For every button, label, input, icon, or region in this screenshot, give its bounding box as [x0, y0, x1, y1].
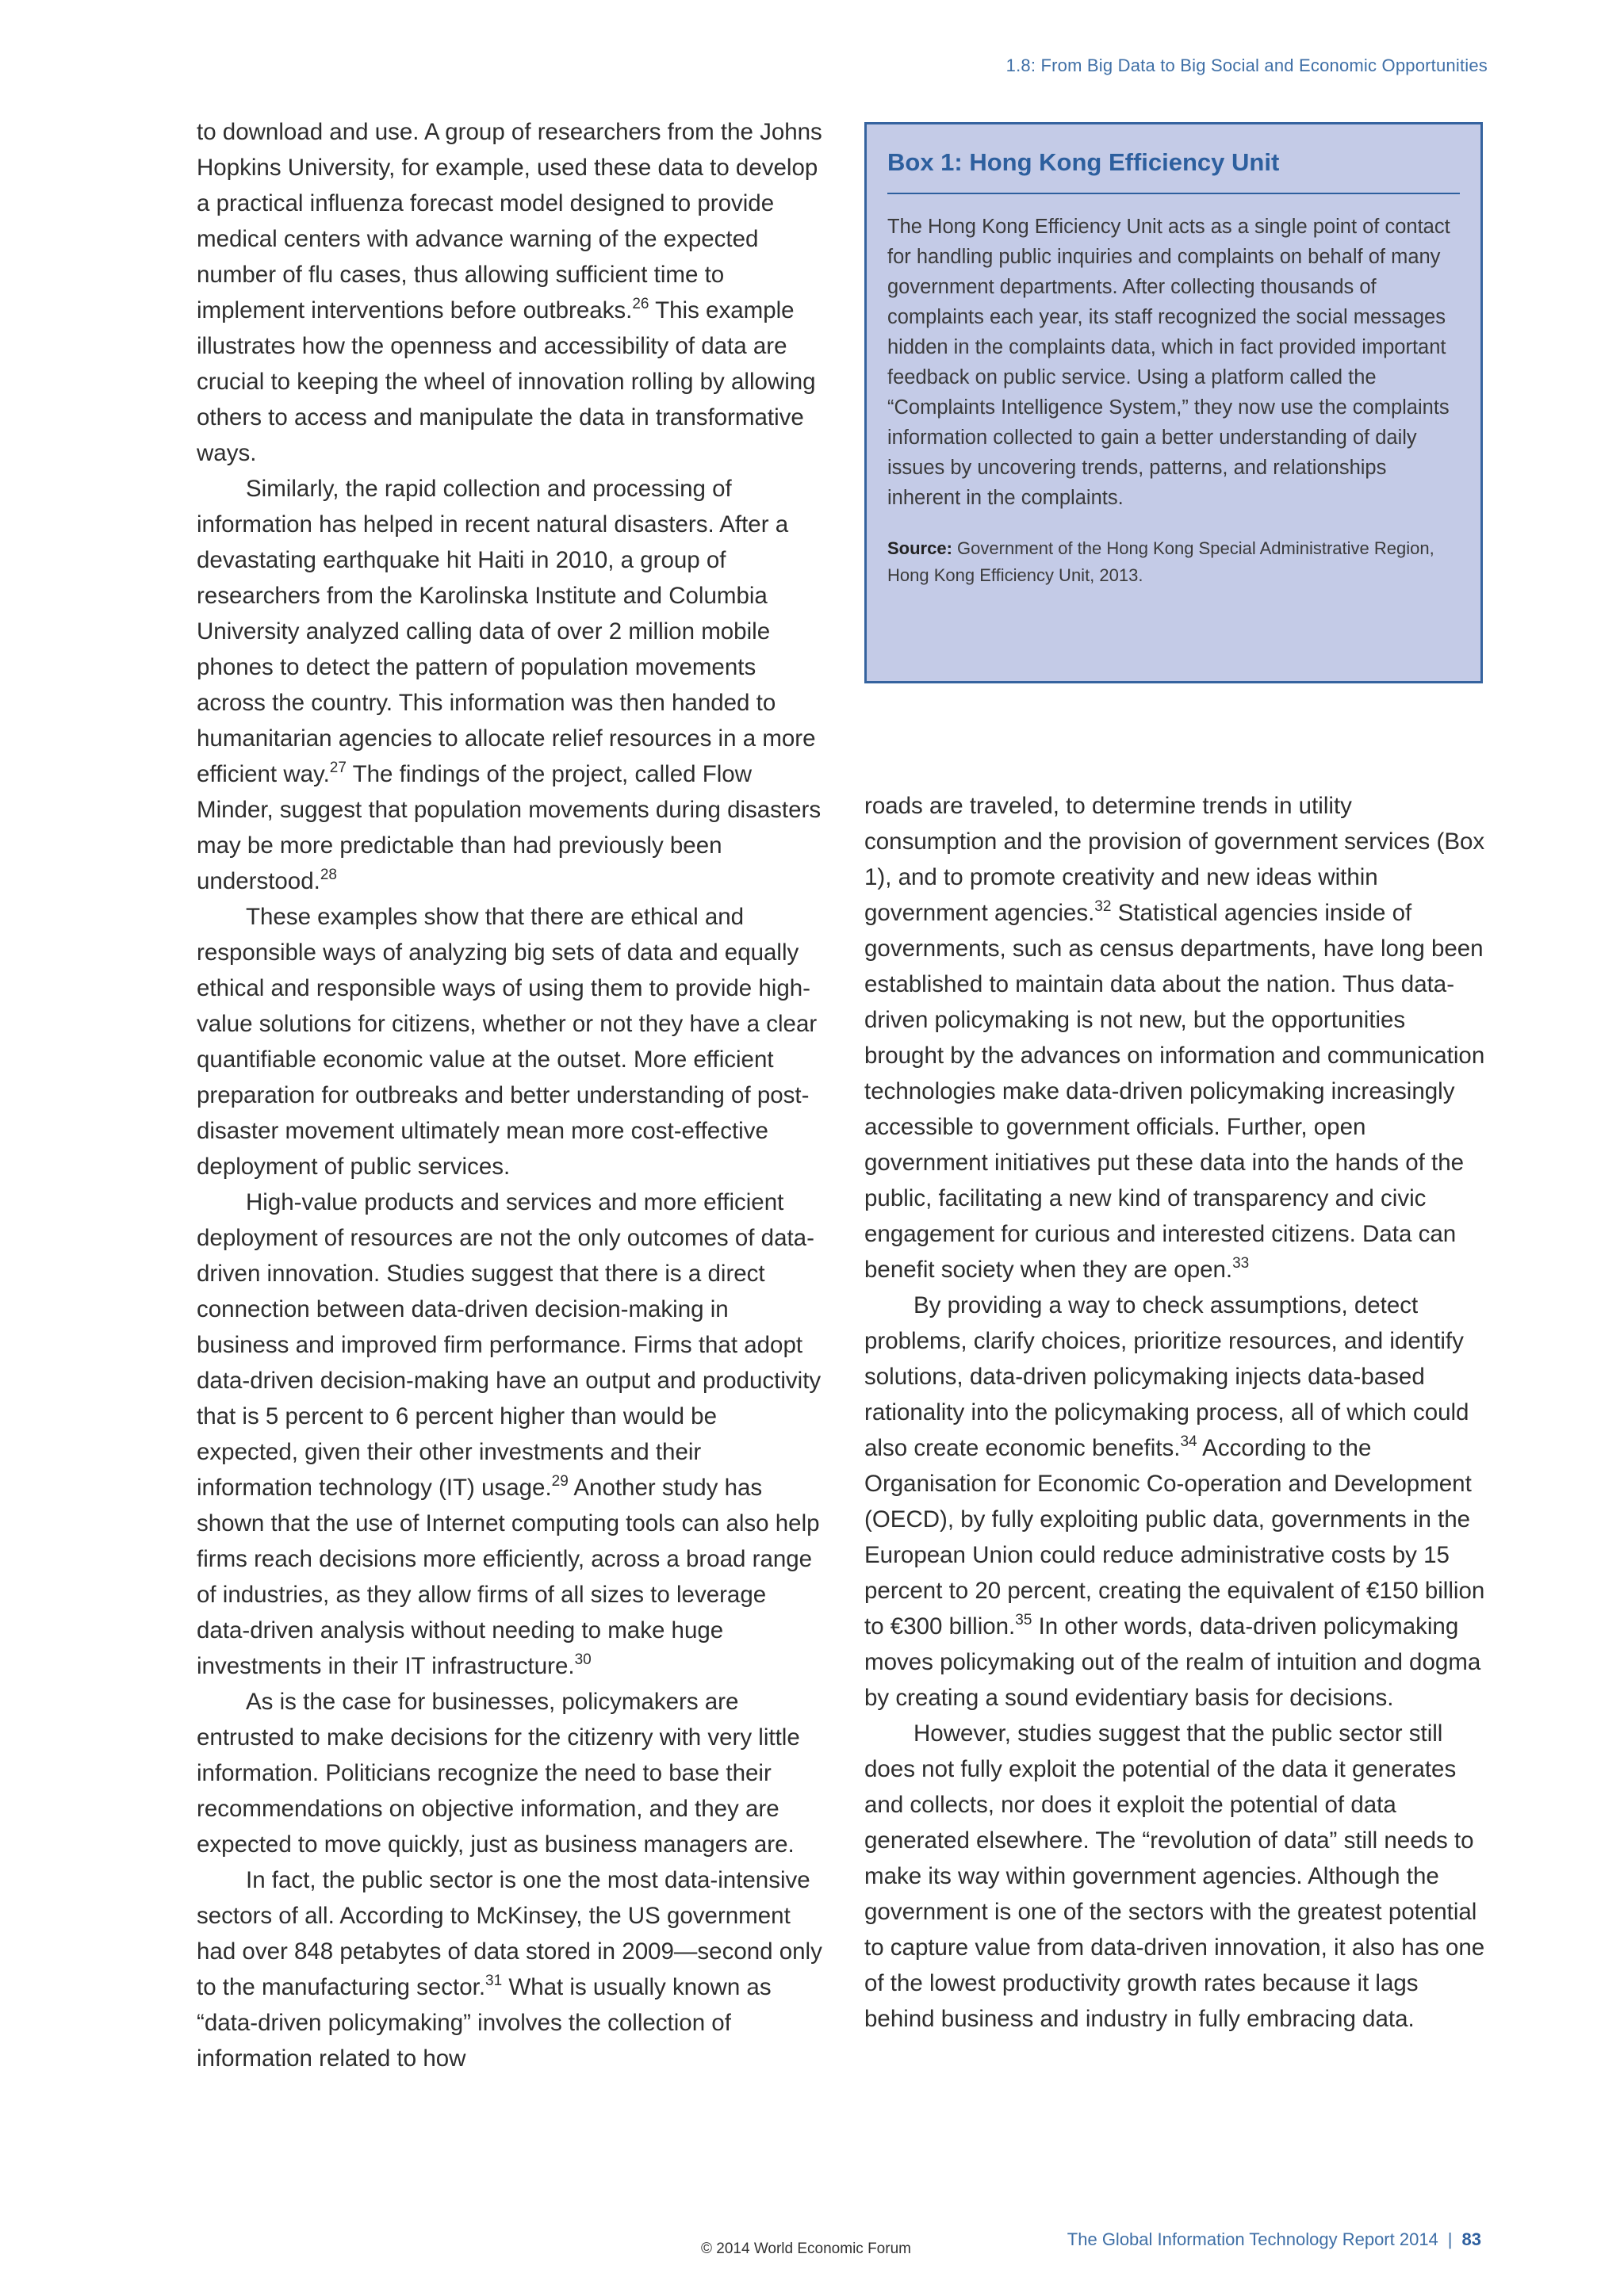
box-source: Source: Government of the Hong Kong Special Administrative Region, Hong Kong Efficiency Unit, 2013. [887, 538, 1434, 585]
footnote-ref: 34 [1180, 1433, 1197, 1451]
footnote-ref: 30 [574, 1651, 592, 1669]
footnote-ref: 28 [320, 867, 337, 884]
paragraph: to download and use. A group of researchers from the Johns Hopkins University, for example, used these data to develop a practical influenza forecast model designed to provide medical centers with advance warning of the expected number of flu cases, thus allowing sufficient time to implement interventions before outbreaks.$^{26}$ This example illustrates how the openness and accessibility of data are crucial to keeping the wheel of innovation rolling by allowing others to access and manipulate the data in transformative ways. [197, 119, 822, 466]
box-divider [887, 193, 1460, 194]
footnote-ref: 29 [551, 1473, 569, 1490]
paragraph: roads are traveled, to determine trends in utility consumption and the provision of government services (Box 1), and to promote creativity and new ideas within government agencies.$^{32}$ Statistical agencies inside of governments, such as census departments, have long been established to maintain data about the nation. Thus data-driven policymaking is not new, but the opportunities brought by the advances on information and communication technologies make data-driven policymaking increasingly accessible to government officials. Further, open government initiatives put these data into the hands of the public, facilitating a new kind of transparency and civic engagement for curious and interested citizens. Data can benefit society when they are open.$^{33}$ [864, 793, 1485, 1283]
box-body: The Hong Kong Efficiency Unit acts as a single point of contact for handling public inquiries and complaints on behalf of many government departments. After collecting thousands of complaints each year, its staff recognized the social messages hidden in the complaints data, which in fact provided important feedback on public service. Using a platform called the “Complaints Intelligence System,” they now use the complaints information collected to gain a better understanding of daily issues by uncovering trends, patterns, and relationships inherent in the complaints. [887, 216, 1450, 509]
paragraph: By providing a way to check assumptions, detect problems, clarify choices, prioritize resources, and identify solutions, data-driven policymaking injects data-based rationality into the policymaking process, all of which could also create economic benefits.$^{34}$ According to the Organisation for Economic Co-operation and Development (OECD), by fully exploiting public data, governments in the European Union could reduce administrative costs by 15 percent to 20 percent, creating the equivalent of €150 billion to €300 billion.$^{35}$ In other words, data-driven policymaking moves policymaking out of the realm of intuition and dogma by creating a sound evidentiary basis for decisions. [864, 1292, 1485, 1711]
source-label: Source: [887, 538, 952, 558]
paragraph: These examples show that there are ethical and responsible ways of analyzing big sets of data and equally ethical and responsible ways of using them to provide high-value solutions for citizens, whether or not they have a clear quantifiable economic value at the outset. More efficient preparation for outbreaks and better understanding of post-disaster movement ultimately mean more cost-effective deployment of public services. [197, 904, 818, 1180]
paragraph: As is the case for businesses, policymakers are entrusted to make decisions for the citizenry with very little information. Politicians recognize the need to base their recommendations on objective information, and they are expected to move quickly, just as business managers are. [197, 1689, 800, 1858]
left-column [197, 114, 823, 2076]
paragraph: In fact, the public sector is one the most data-intensive sectors of all. According to McKinsey, the US government had over 848 petabytes of data stored in 2009—second only to the manufacturing sector.$^{31}$ What is usually known as “data-driven policymaking” involves the collection of information related to how [197, 1867, 822, 2072]
footnote-ref: 26 [632, 296, 649, 313]
footnote-ref: 33 [1232, 1255, 1250, 1272]
paragraph: High-value products and services and more efficient deployment of resources are not the only outcomes of data-driven innovation. Studies suggest that there is a direct connection between data-driven decision-making in business and improved firm performance. Firms that adopt data-driven decision-making have an output and productivity that is 5 percent to 6 percent higher than would be expected, given their other investments and their information technology (IT) usage.$^{29}$ Another study has shown that the use of Internet computing tools can also help firms reach decisions more efficiently, across a broad range of industries, as they allow firms of all sizes to leverage data-driven analysis without needing to make huge investments in their IT infrastructure.$^{30}$ [197, 1189, 822, 1679]
paragraph: However, studies suggest that the public sector still does not fully exploit the potential of the data it generates and collects, nor does it exploit the potential of data generated elsewhere. The “revolution of data” still needs to make its way within government agencies. Although the government is one of the sectors with the greatest potential to capture value from data-driven innovation, it also has one of the lowest productivity growth rates because it lags behind business and industry in fully embracing data. [864, 1720, 1485, 2032]
right-column [864, 788, 1491, 2037]
page-number: 83 [1461, 2229, 1481, 2249]
sidebar-box [864, 122, 1483, 683]
footnote-ref: 35 [1015, 1612, 1032, 1629]
footer-separator: | [1447, 2229, 1453, 2249]
copyright: © 2014 World Economic Forum [701, 2241, 911, 2257]
footer-report [1067, 2229, 1481, 2250]
box-title: Box 1: Hong Kong Efficiency Unit [887, 148, 1280, 176]
running-head: 1.8: From Big Data to Big Social and Economic Opportunities [1005, 55, 1488, 75]
paragraph: Similarly, the rapid collection and processing of information has helped in recent natural disasters. After a devastating earthquake hit Haiti in 2010, a group of researchers from the Karolinska Institute and Columbia University analyzed calling data of over 2 million mobile phones to detect the pattern of population movements across the country. This information was then handed to humanitarian agencies to allocate relief resources in a more efficient way.$^{27}$ The findings of the project, called Flow Minder, suggest that population movements during disasters may be more predictable than had previously been understood.$^{28}$ [197, 476, 822, 894]
footnote-ref: 31 [485, 1973, 503, 1990]
report-title: The Global Information Technology Report 2014 [1067, 2229, 1438, 2249]
footnote-ref: 32 [1094, 898, 1112, 916]
footnote-ref: 27 [329, 760, 347, 777]
